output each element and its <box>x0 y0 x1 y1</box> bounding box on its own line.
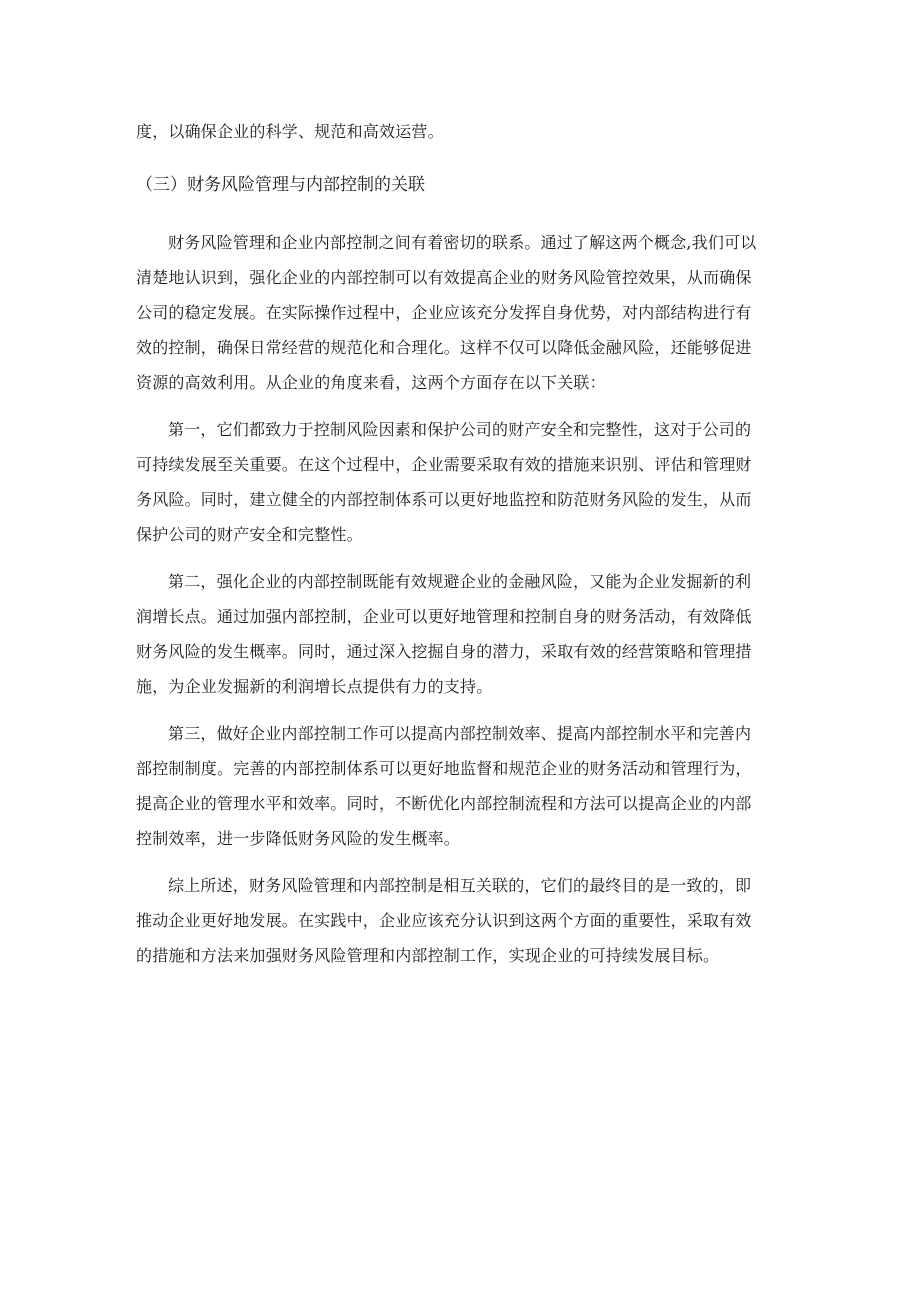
paragraph-line: 第二，强化企业的内部控制既能有效规避企业的金融风险，又能为企业发掘新的利 <box>168 572 752 591</box>
paragraph-line: 部控制制度。完善的内部控制体系可以更好地监督和规范企业的财务活动和管理行为， <box>136 759 752 778</box>
paragraph-line: 财务风险管理和企业内部控制之间有着密切的联系。通过了解这两个概念,我们可以 <box>168 233 757 252</box>
paragraph-line: 第一，它们都致力于控制风险因素和保护公司的财产安全和完整性，这对于公司的 <box>168 420 752 439</box>
paragraph-line: 推动企业更好地发展。在实践中，企业应该充分认识到这两个方面的重要性，采取有效 <box>136 911 752 930</box>
paragraph-line: 公司的稳定发展。在实际操作过程中，企业应该充分发挥自身优势，对内部结构进行有 <box>136 303 752 322</box>
paragraph-line: 综上所述，财务风险管理和内部控制是相互关联的，它们的最终目的是一致的，即 <box>168 876 752 895</box>
paragraph-line: 务风险。同时，建立健全的内部控制体系可以更好地监控和防范财务风险的发生，从而 <box>136 490 752 509</box>
paragraph-5 <box>136 868 788 973</box>
paragraph-4 <box>136 716 788 856</box>
paragraph-line: 的措施和方法来加强财务风险管理和内部控制工作，实现企业的可持续发展目标。 <box>136 946 720 965</box>
paragraph-line: 清楚地认识到，强化企业的内部控制可以有效提高企业的财务风险管控效果，从而确保 <box>136 268 752 287</box>
paragraph-line: 可持续发展至关重要。在这个过程中，企业需要采取有效的措施来识别、评估和管理财 <box>136 455 752 474</box>
opening-line: 度，以确保企业的科学、规范和高效运营。 <box>136 122 444 141</box>
paragraph-line: 效的控制，确保日常经营的规范化和合理化。这样不仅可以降低金融风险，还能够促进 <box>136 338 752 357</box>
paragraph-line: 第三，做好企业内部控制工作可以提高内部控制效率、提高内部控制水平和完善内 <box>168 724 752 743</box>
paragraph-line: 提高企业的管理水平和效率。同时，不断优化内部控制流程和方法可以提高企业的内部 <box>136 794 752 813</box>
paragraph-line: 资源的高效利用。从企业的角度来看，这两个方面存在以下关联： <box>136 373 606 392</box>
paragraph-line: 财务风险的发生概率。同时，通过深入挖掘自身的潜力，采取有效的经营策略和管理措 <box>136 642 752 661</box>
paragraph-line: 控制效率，进一步降低财务风险的发生概率。 <box>136 829 461 848</box>
paragraph-line: 保护公司的财产安全和完整性。 <box>136 525 363 544</box>
paragraph-line: 润增长点。通过加强内部控制，企业可以更好地管理和控制自身的财务活动，有效降低 <box>136 607 752 626</box>
paragraph-2 <box>136 412 788 552</box>
paragraph-line: 施，为企业发掘新的利润增长点提供有力的支持。 <box>136 677 493 696</box>
document-body <box>136 114 788 973</box>
section-heading: （三）财务风险管理与内部控制的关联 <box>136 175 425 195</box>
paragraph-3 <box>136 564 788 704</box>
paragraph-1 <box>136 225 788 400</box>
